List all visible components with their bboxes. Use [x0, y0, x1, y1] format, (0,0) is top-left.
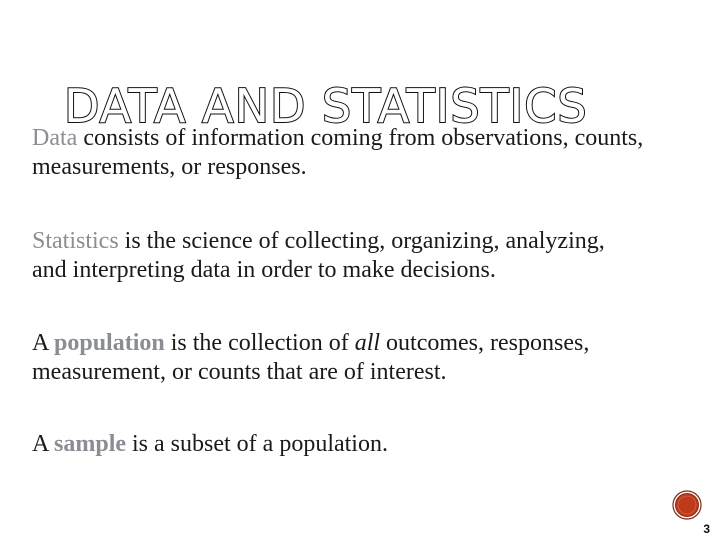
definition-population-mid: is the collection of: [164, 330, 355, 356]
term-statistics: Statistics: [32, 228, 119, 254]
emphasis-all: all: [354, 330, 381, 356]
definition-statistics-text: is the science of collecting, organizing, analyzing, and interpreting data in order to make decisions.: [32, 228, 605, 283]
term-sample: sample: [54, 431, 127, 457]
definition-sample-lead: A: [32, 431, 55, 457]
definition-population: [32, 329, 692, 387]
term-data: Data: [32, 125, 78, 151]
definition-statistics: [32, 227, 612, 285]
definition-sample-text: is a subset of a population.: [126, 431, 388, 457]
page-badge-icon: [672, 490, 702, 520]
slide-title: DATA AND STATISTICS: [64, 79, 588, 133]
definition-population-lead: A: [32, 330, 55, 356]
definition-data-text: consists of information coming from observations, counts, measurements, or responses.: [32, 125, 644, 180]
definition-data: [32, 124, 692, 182]
term-population: population: [54, 330, 165, 356]
definition-population-text: outcomes, responses, measurement, or counts that are of interest.: [32, 330, 590, 385]
page-number: 3: [703, 522, 710, 536]
definition-sample: [32, 430, 692, 459]
